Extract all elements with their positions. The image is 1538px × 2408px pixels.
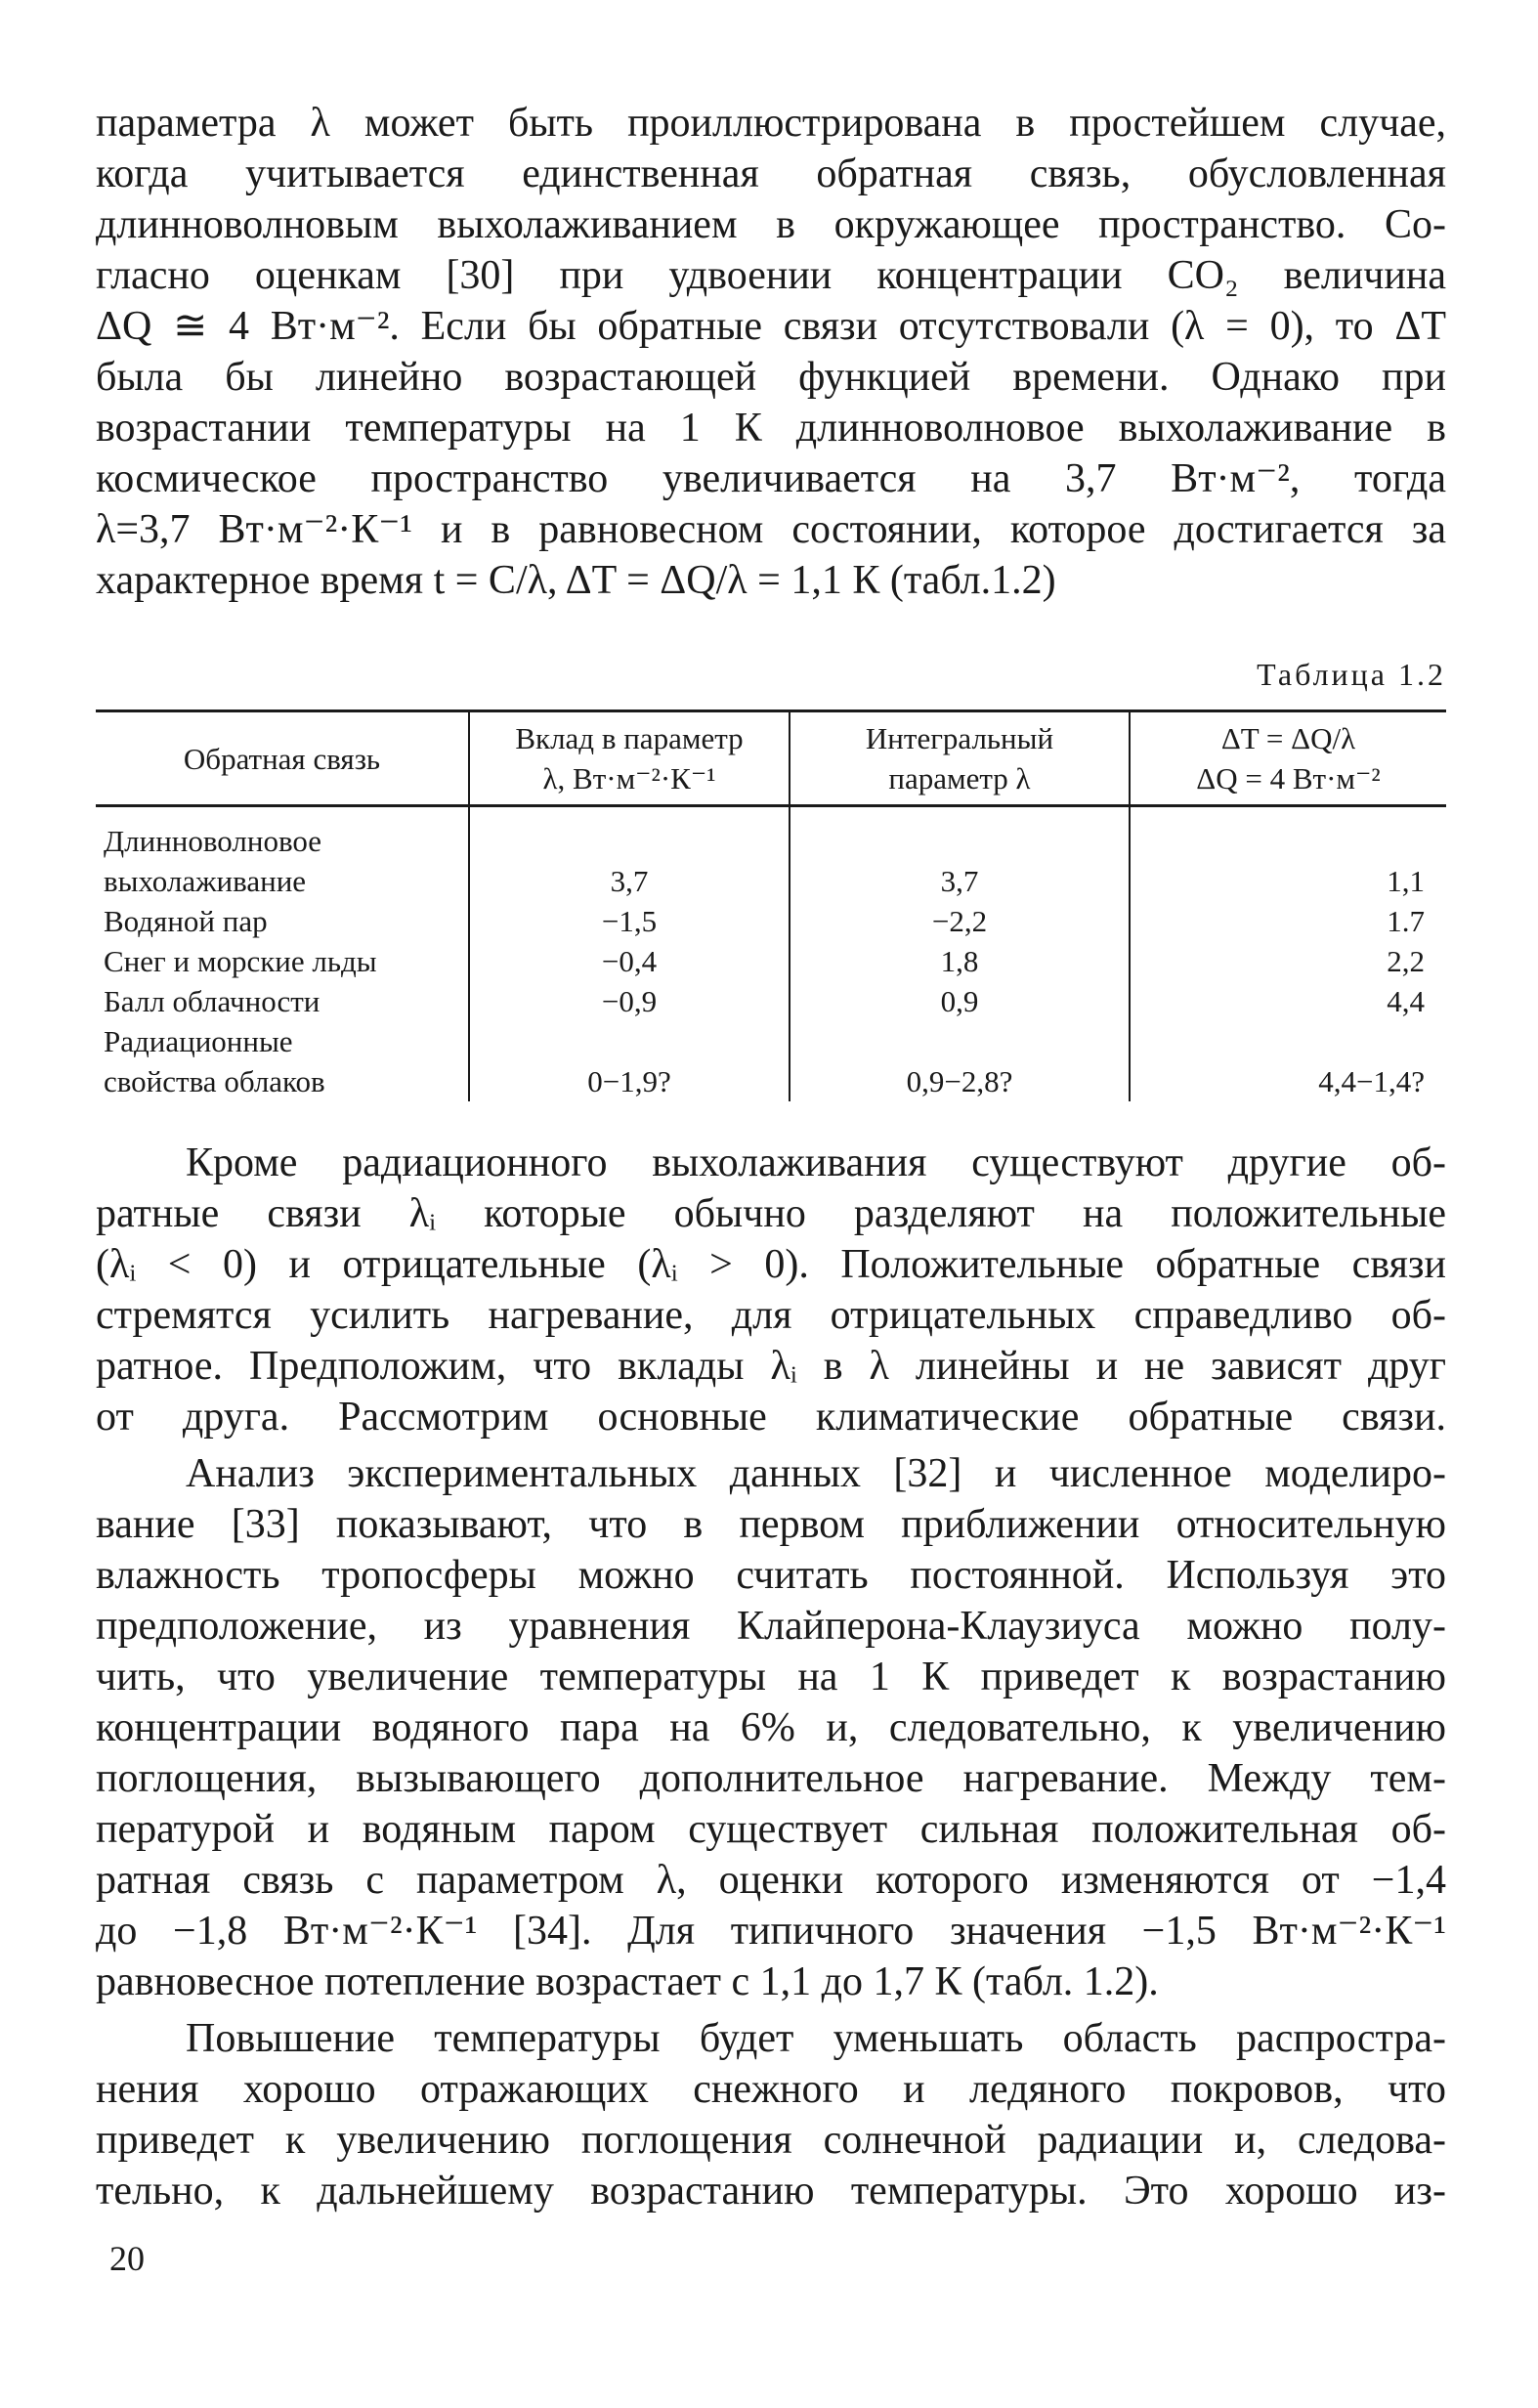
text-line: влажность тропосферы можно считать постоянной. Используя это (96, 1553, 1446, 1598)
text-line: λ=3,7 Вт·м⁻²·К⁻¹ и в равновесном состоянии, которое достигается за (96, 507, 1446, 552)
text-line: (λᵢ < 0) и отрицательные (λᵢ > 0). Положительные обратные связи (96, 1242, 1446, 1287)
header-feedback: Обратная связь (96, 711, 469, 806)
text-line: была бы линейно возрастающей функцией времени. Однако при (96, 355, 1446, 400)
text-line: вание [33] показывают, что в первом приближении относительную (96, 1502, 1446, 1547)
text-line: до −1,8 Вт·м⁻²·К⁻¹ [34]. Для типичного значения −1,5 Вт·м⁻²·К⁻¹ (96, 1909, 1446, 1954)
text-line: Анализ экспериментальных данных [32] и численное моделиро- (186, 1451, 1446, 1496)
table-row (96, 901, 1446, 941)
text-line: приведет к увеличению поглощения солнечной радиации и, следова- (96, 2118, 1446, 2163)
table-row (96, 941, 1446, 981)
cell-integral: −2,2 (790, 901, 1130, 941)
row-name: Радиационные свойства облаков (104, 1024, 325, 1098)
cell-integral: 3,7 (790, 806, 1130, 902)
text-line: когда учитывается единственная обратная связь, обусловленная (96, 151, 1446, 196)
header-integral: Интегральный параметр λ (790, 711, 1130, 806)
table-row (96, 806, 1446, 902)
text-line: Кроме радиационного выхолаживания существуют другие об- (186, 1140, 1446, 1185)
text-line: длинноволновым выхолаживанием в окружающее пространство. Со- (96, 202, 1446, 247)
text-line: ратное. Предположим, что вклады λᵢ в λ линейны и не зависят друг (96, 1344, 1446, 1389)
cell-delta-t: 2,2 (1130, 941, 1446, 981)
cell-integral: 1,8 (790, 941, 1130, 981)
text-line: ратные связи λᵢ которые обычно разделяют на положительные (96, 1191, 1446, 1236)
text-line: от друга. Рассмотрим основные климатические обратные связи. (96, 1395, 1446, 1440)
cell-integral: 0,9 (790, 981, 1130, 1021)
row-name: Балл облачности (104, 984, 320, 1018)
cell-delta-t: 1.7 (1130, 901, 1446, 941)
text-line: поглощения, вызывающего дополнительное нагревание. Между тем- (96, 1756, 1446, 1801)
cell-delta-t: 4,4 (1130, 981, 1446, 1021)
text-line: тельно, к дальнейшему возрастанию температуры. Это хорошо из- (96, 2169, 1446, 2214)
text-line: параметра λ может быть проиллюстрирована в простейшем случае, (96, 101, 1446, 146)
text-line: Повышение температуры будет уменьшать область распростра- (186, 2016, 1446, 2061)
text-line: концентрации водяного пара на 6% и, следовательно, к увеличению (96, 1705, 1446, 1750)
text-line: характерное время t = C/λ, ΔT = ΔQ/λ = 1,1 К (табл.1.2) (96, 558, 1056, 603)
table-caption: Таблица 1.2 (1257, 657, 1446, 692)
cell-delta-t: 4,4−1,4? (1130, 1021, 1446, 1101)
cell-delta-t: 1,1 (1130, 806, 1446, 902)
row-name: Снег и морские льды (104, 944, 377, 978)
header-delta-t: ΔT = ΔQ/λ ΔQ = 4 Вт·м⁻² (1130, 711, 1446, 806)
text-line: космическое пространство увеличивается на 3,7 Вт·м⁻², тогда (96, 456, 1446, 501)
text-line: ратная связь с параметром λ, оценки которого изменяются от −1,4 (96, 1858, 1446, 1903)
table-row (96, 981, 1446, 1021)
table-row (96, 1021, 1446, 1101)
text-line: пературой и водяным паром существует сильная положительная об- (96, 1807, 1446, 1852)
text-line: равновесное потепление возрастает с 1,1 до 1,7 К (табл. 1.2). (96, 1959, 1159, 2004)
feedback-table (96, 710, 1446, 1101)
cell-integral: 0,9−2,8? (790, 1021, 1130, 1101)
text-line: стремятся усилить нагревание, для отрицательных справедливо об- (96, 1293, 1446, 1338)
cell-contribution: −0,9 (469, 981, 790, 1021)
text-line: ΔQ ≅ 4 Вт·м⁻². Если бы обратные связи отсутствовали (λ = 0), то ΔT (96, 304, 1446, 349)
cell-contribution: 0−1,9? (469, 1021, 790, 1101)
page-number: 20 (109, 2239, 145, 2278)
cell-contribution: 3,7 (469, 806, 790, 902)
row-name: Длинноволновое выхолаживание (104, 824, 322, 898)
header-contribution: Вклад в параметр λ, Вт·м⁻²·К⁻¹ (469, 711, 790, 806)
text-line: гласно оценкам [30] при удвоении концентрации CO₂ величина (96, 253, 1446, 298)
cell-contribution: −0,4 (469, 941, 790, 981)
table-header-row (96, 711, 1446, 806)
row-name: Водяной пар (104, 904, 268, 938)
text-line: нения хорошо отражающих снежного и ледяного покровов, что (96, 2067, 1446, 2112)
text-line: предположение, из уравнения Клайперона-Клаузиуса можно полу- (96, 1604, 1446, 1649)
text-line: чить, что увеличение температуры на 1 К приведет к возрастанию (96, 1655, 1446, 1699)
cell-contribution: −1,5 (469, 901, 790, 941)
text-line: возрастании температуры на 1 К длинноволновое выхолаживание в (96, 406, 1446, 451)
